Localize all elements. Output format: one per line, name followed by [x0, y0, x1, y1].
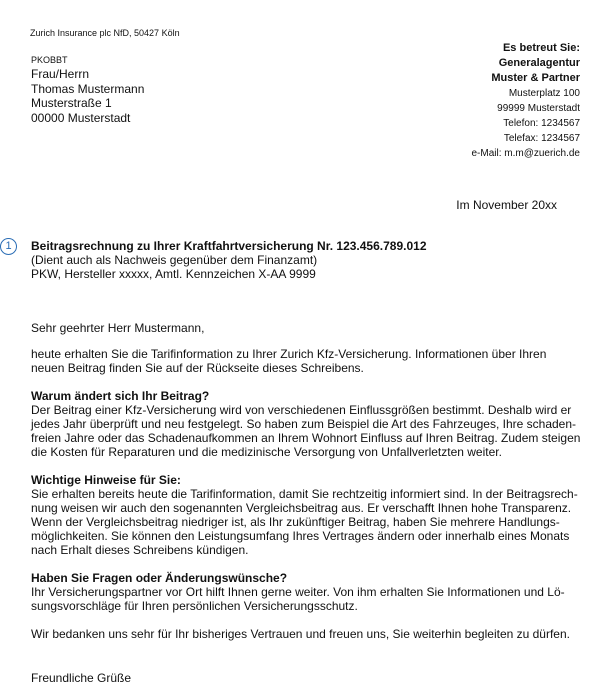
contact-email[interactable]: e-Mail: m.m@zuerich.de [471, 148, 580, 159]
contact-street: Musterplatz 100 [508, 88, 580, 99]
contact-fax: Telefax: 1234567 [503, 133, 580, 144]
annotation-marker: 1 [0, 238, 17, 255]
recipient-line: Thomas Mustermann [31, 81, 145, 96]
subject-title: Beitragsrechnung zu Ihrer Kraftfahrtversicherung Nr. 123.456.789.012 [31, 239, 427, 253]
section-line: Wenn der Vergleichsbeitrag niedriger ist, als Ihr zukünftiger Beitrag, haben Sie mehrere Handlungs- [31, 515, 560, 529]
contact-heading: Es betreut Sie: [502, 42, 580, 54]
recipient-line: 00000 Musterstadt [31, 110, 131, 125]
subject-block [31, 239, 427, 281]
section-line: Der Beitrag einer Kfz-Versicherung wird von verschiedenen Einflussgrößen bestimmt. Deshalb wird er [31, 403, 572, 417]
contact-city: 99999 Musterstadt [497, 103, 580, 114]
contact-name: Muster & Partner [491, 72, 580, 84]
letter-date: Im November 20xx [456, 198, 557, 212]
section-line: sungsvorschläge für Ihren persönlichen Versicherungsschutz. [31, 599, 358, 613]
section-heading: Wichtige Hinweise für Sie: [31, 473, 181, 487]
contact-agency: Generalagentur [498, 57, 580, 69]
letter-body [31, 321, 586, 685]
contact-block [330, 41, 580, 161]
subject-note: (Dient auch als Nachweis gegenüber dem Finanzamt) [31, 253, 318, 267]
thanks-line: Wir bedanken uns sehr für Ihr bisheriges Vertrauen und freuen uns, Sie weiterhin begleiten zu dürfen. [31, 627, 570, 641]
subject-vehicle: PKW, Hersteller xxxxx, Amtl. Kennzeichen X-AA 9999 [31, 267, 316, 281]
recipient-line: Musterstraße 1 [31, 96, 112, 110]
recipient-code: PKOBBT [31, 55, 68, 65]
recipient-address [31, 55, 144, 125]
contact-phone: Telefon: 1234567 [503, 118, 580, 129]
section-heading: Haben Sie Fragen oder Änderungswünsche? [31, 571, 288, 585]
section-line: nach Erhalt dieses Schreibens kündigen. [31, 543, 249, 557]
intro-line: neuen Beitrag finden Sie auf der Rückseite dieses Schreibens. [31, 361, 364, 375]
salutation: Sehr geehrter Herr Mustermann, [31, 321, 205, 335]
section-line: nung weisen wir auch den sogenannten Vergleichsbeitrag aus. Er verschafft Ihnen hohe Transparenz. [31, 501, 572, 515]
intro-line: heute erhalten Sie die Tarifinformation zu Ihrer Zurich Kfz-Versicherung. Informationen über Ihren [31, 347, 547, 361]
sender-return-address: Zurich Insurance plc NfD, 50427 Köln [30, 28, 180, 38]
section-line: freien Jahre oder das Schadenaufkommen an Ihrem Wohnort Einfluss auf Ihren Beitrag. Zudem steigen [31, 431, 581, 445]
section-line: die Kosten für Reparaturen und die medizinische Versorgung von Unfallverletzten weiter. [31, 445, 502, 459]
section-line: Sie erhalten bereits heute die Tarifinformation, damit Sie rechtzeitig informiert sind. In der Beitragsrech- [31, 487, 578, 501]
section-line: jedes Jahr überprüft und neu festgelegt. So haben zum Beispiel die Art des Fahrzeuges, Ihre schaden- [31, 417, 577, 431]
closing-line: Freundliche Grüße [31, 671, 132, 685]
section-line: Ihr Versicherungspartner vor Ort hilft Ihnen gerne weiter. Von ihm erhalten Sie Informationen und Lö- [31, 585, 565, 599]
section-line: möglichkeiten. Sie können den Leistungsumfang Ihres Vertrages ändern oder innerhalb eines Monats [31, 529, 570, 543]
section-heading: Warum ändert sich Ihr Beitrag? [31, 389, 210, 403]
recipient-line: Frau/Herrn [31, 67, 90, 81]
